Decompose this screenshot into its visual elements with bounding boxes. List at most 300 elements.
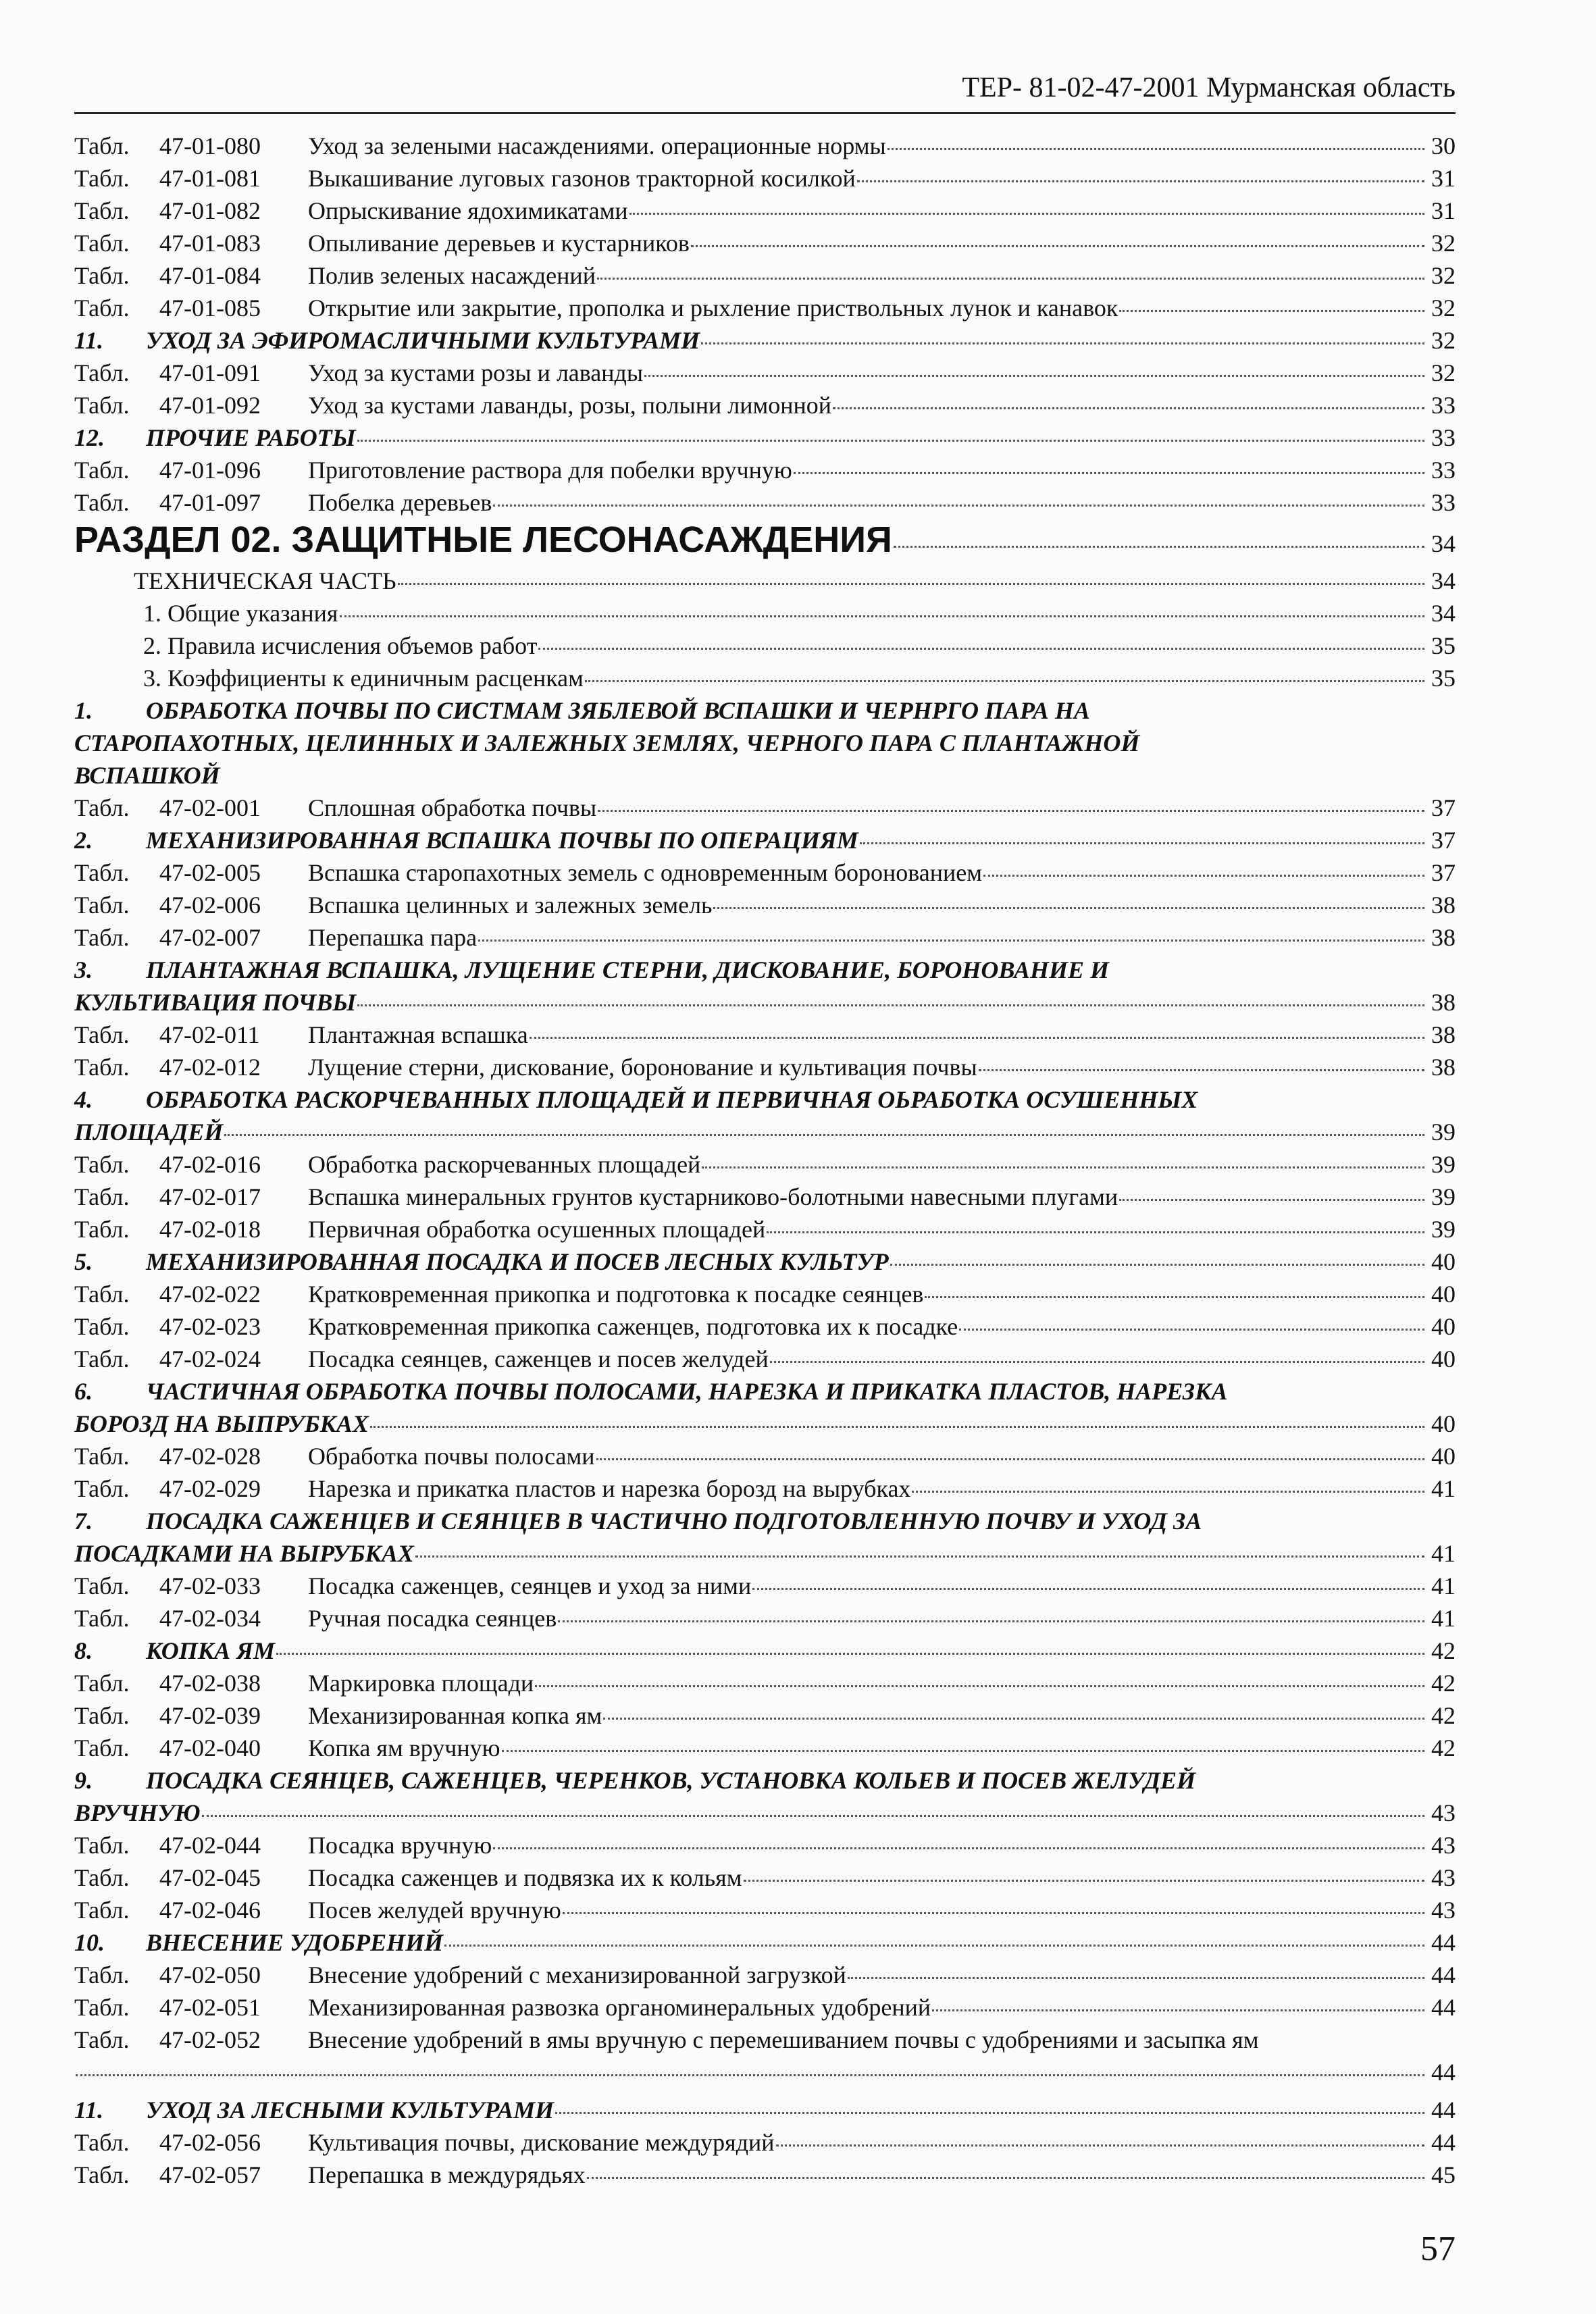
toc-section-heading[interactable] bbox=[74, 1926, 1456, 1959]
toc-entry-title: Сплошная обработка почвы bbox=[308, 794, 597, 821]
toc-section-heading[interactable] bbox=[74, 324, 1456, 357]
section-title: УХОД ЗА ЛЕСНЫМИ КУЛЬТУРАМИ bbox=[146, 2097, 555, 2124]
toc-entry-table[interactable] bbox=[74, 2159, 1456, 2191]
toc-entry-title: Первичная обработка осушенных площадей bbox=[308, 1216, 766, 1243]
table-code: 47-01-096 bbox=[159, 457, 261, 484]
table-code: 47-02-051 bbox=[159, 1994, 261, 2021]
toc-entry-title: Уход за кустами лаванды, розы, полыни лимонной bbox=[308, 392, 832, 419]
toc-entry-prefix bbox=[74, 2159, 308, 2191]
table-code: 47-02-050 bbox=[159, 1961, 261, 1988]
toc-entry-prefix bbox=[74, 1959, 308, 1991]
dot-leader bbox=[894, 546, 1424, 548]
toc-page-number: 32 bbox=[1431, 230, 1456, 257]
toc-page-number: 37 bbox=[1431, 794, 1456, 821]
toc-entry-table[interactable] bbox=[74, 292, 1456, 324]
section-number: 9. bbox=[74, 1767, 93, 1794]
dot-leader bbox=[644, 375, 1424, 377]
table-code: 47-01-084 bbox=[159, 262, 261, 289]
toc-entry-table[interactable] bbox=[74, 1051, 1456, 1083]
toc-page-number: 34 bbox=[1431, 530, 1456, 557]
table-prefix: Табл. bbox=[74, 794, 130, 821]
table-prefix: Табл. bbox=[74, 1605, 130, 1632]
spacer bbox=[74, 2088, 1456, 2094]
section-title: МЕХАНИЗИРОВАННАЯ ПОСАДКА И ПОСЕВ ЛЕСНЫХ КУЛЬТУР bbox=[146, 1248, 889, 1275]
toc-page-number: 39 bbox=[1431, 1216, 1456, 1243]
table-code: 47-01-082 bbox=[159, 197, 261, 224]
toc-entry-title: Посадка саженцев, сеянцев и уход за ними bbox=[308, 1572, 752, 1599]
dot-leader bbox=[702, 1166, 1424, 1168]
toc-entry-title: Плантажная вспашка bbox=[308, 1021, 528, 1048]
toc-entry-prefix bbox=[74, 1829, 308, 1861]
table-prefix: Табл. bbox=[74, 1864, 130, 1891]
dot-leader bbox=[770, 1361, 1424, 1363]
table-code: 47-01-080 bbox=[159, 132, 261, 159]
section-number: 5. bbox=[74, 1248, 93, 1275]
toc-entry-prefix bbox=[74, 486, 308, 519]
table-code: 47-02-033 bbox=[159, 1572, 261, 1599]
table-code: 47-02-034 bbox=[159, 1605, 261, 1632]
toc-entry-table[interactable] bbox=[74, 486, 1456, 519]
table-prefix: Табл. bbox=[74, 1345, 130, 1372]
toc-page-number: 40 bbox=[1431, 1443, 1456, 1470]
toc-page-number: 32 bbox=[1431, 359, 1456, 386]
toc-entry-table[interactable] bbox=[74, 454, 1456, 486]
table-code: 47-02-057 bbox=[159, 2161, 261, 2188]
toc-entry-prefix bbox=[74, 1699, 308, 1732]
dot-leader bbox=[713, 907, 1424, 909]
dot-leader bbox=[701, 342, 1424, 344]
table-prefix: Табл. bbox=[74, 2161, 130, 2188]
toc-entry-table[interactable] bbox=[74, 792, 1456, 824]
section-title-line: ВСПАШКОЙ bbox=[74, 762, 220, 789]
toc-technical-part[interactable] bbox=[74, 565, 1456, 597]
toc-entry-title: Побелка деревьев bbox=[308, 489, 492, 516]
dot-leader bbox=[370, 1426, 1424, 1428]
section-title-line: СТАРОПАХОТНЫХ, ЦЕЛИННЫХ И ЗАЛЕЖНЫХ ЗЕМЛЯХ, ЧЕРНОГО ПАРА С ПЛАНТАЖНОЙ bbox=[74, 729, 1140, 756]
table-code: 47-01-081 bbox=[159, 165, 261, 192]
toc-page-number: 42 bbox=[1431, 1734, 1456, 1762]
dot-leader bbox=[398, 583, 1424, 585]
toc-entry-prefix bbox=[74, 792, 308, 824]
dot-leader bbox=[925, 1296, 1424, 1298]
dot-leader bbox=[493, 1847, 1424, 1849]
toc-entry-table[interactable] bbox=[74, 1181, 1456, 1213]
table-prefix: Табл. bbox=[74, 1313, 130, 1340]
section-title: КОПКА ЯМ bbox=[146, 1637, 275, 1664]
table-code: 47-02-005 bbox=[159, 859, 261, 886]
toc-entry-prefix bbox=[74, 1148, 308, 1181]
dot-leader bbox=[585, 680, 1424, 682]
toc-section-heading[interactable] bbox=[74, 1635, 1456, 1667]
toc-entry-prefix bbox=[74, 1667, 308, 1699]
toc-entry-title: Обработка раскорчеванных площадей bbox=[308, 1151, 701, 1178]
toc-entry-title: Полив зеленых насаждений bbox=[308, 262, 596, 289]
dot-leader bbox=[493, 505, 1424, 507]
toc-entry-prefix bbox=[74, 1310, 308, 1343]
toc-entry-prefix bbox=[74, 130, 308, 162]
table-prefix: Табл. bbox=[74, 1216, 130, 1243]
table-prefix: Табл. bbox=[74, 1443, 130, 1470]
table-code: 47-02-001 bbox=[159, 794, 261, 821]
toc-page-number: 41 bbox=[1431, 1605, 1456, 1632]
toc-entry-prefix bbox=[74, 1343, 308, 1375]
table-code: 47-02-011 bbox=[159, 1021, 260, 1048]
toc-entry-table[interactable] bbox=[74, 162, 1456, 195]
toc-entry-title: Внесение удобрений в ямы вручную с перемешиванием почвы с удобрениями и засыпка ям bbox=[308, 2026, 1259, 2053]
toc-entry-table[interactable] bbox=[74, 130, 1456, 162]
section-number: 1. bbox=[74, 697, 93, 724]
dot-leader bbox=[776, 2144, 1424, 2146]
dot-leader bbox=[959, 1329, 1424, 1331]
toc-entry-table[interactable] bbox=[74, 2024, 1456, 2056]
toc-page-number: 38 bbox=[1431, 924, 1456, 951]
dot-leader bbox=[538, 648, 1424, 650]
toc-entry-prefix bbox=[74, 1213, 308, 1245]
toc-entry-table[interactable] bbox=[74, 357, 1456, 389]
dot-leader bbox=[767, 1231, 1424, 1233]
toc-page-number: 32 bbox=[1431, 327, 1456, 354]
toc-page-number: 40 bbox=[1431, 1410, 1456, 1437]
table-prefix: Табл. bbox=[74, 1281, 130, 1308]
toc-page-number: 38 bbox=[1431, 989, 1456, 1016]
toc-page-number: 44 bbox=[1431, 1994, 1456, 2021]
toc-page-number: 32 bbox=[1431, 294, 1456, 322]
section-title-line1: ПОСАДКА СЕЯНЦЕВ, САЖЕНЦЕВ, ЧЕРЕНКОВ, УСТАНОВКА КОЛЬЕВ И ПОСЕВ ЖЕЛУДЕЙ bbox=[146, 1767, 1196, 1794]
toc-entry-title: 1. Общие указания bbox=[143, 600, 338, 627]
toc-entry-table[interactable] bbox=[74, 1440, 1456, 1472]
dot-leader bbox=[932, 2009, 1424, 2011]
dot-leader bbox=[912, 1491, 1424, 1493]
toc-entry-table[interactable] bbox=[74, 921, 1456, 954]
toc-entry-title: Копка ям вручную bbox=[308, 1734, 500, 1762]
table-code: 47-02-046 bbox=[159, 1897, 261, 1924]
toc-entry-title: Обработка почвы полосами bbox=[308, 1443, 595, 1470]
table-code: 47-02-029 bbox=[159, 1475, 261, 1502]
toc-entry-table[interactable] bbox=[74, 227, 1456, 259]
toc-section-heading[interactable] bbox=[74, 421, 1456, 454]
toc-entry-table[interactable] bbox=[74, 1667, 1456, 1699]
toc-section-heading-cont[interactable] bbox=[74, 986, 1456, 1019]
toc-page-number: 43 bbox=[1431, 1897, 1456, 1924]
section-title-line2: ПЛОЩАДЕЙ bbox=[74, 1119, 224, 1146]
toc-page-number: 44 bbox=[1431, 2129, 1456, 2156]
table-code: 47-01-085 bbox=[159, 294, 261, 322]
toc-page-number: 35 bbox=[1431, 632, 1456, 659]
toc-page-number: 42 bbox=[1431, 1670, 1456, 1697]
toc-entry-table[interactable] bbox=[74, 1213, 1456, 1245]
toc-entry-title: 3. Коэффициенты к единичным расценкам bbox=[143, 665, 584, 692]
toc-entry-title: Уход за зелеными насаждениями. операционные нормы bbox=[308, 132, 886, 159]
toc-entry-prefix bbox=[74, 1019, 308, 1051]
dot-leader bbox=[979, 1069, 1424, 1071]
toc-entry-table[interactable] bbox=[74, 856, 1456, 889]
table-prefix: Табл. bbox=[74, 892, 130, 919]
toc-entry-prefix bbox=[74, 259, 308, 292]
toc-entry-prefix bbox=[74, 2126, 308, 2159]
dot-leader bbox=[598, 810, 1424, 812]
toc-page-number: 42 bbox=[1431, 1702, 1456, 1729]
toc-entry-title: Вспашка минеральных грунтов кустарниково-болотными навесными плугами bbox=[308, 1183, 1118, 1210]
toc-entry-title: Выкашивание луговых газонов тракторной косилкой bbox=[308, 165, 856, 192]
toc-page-number: 34 bbox=[1431, 600, 1456, 627]
toc-section-heading-cont[interactable] bbox=[74, 1116, 1456, 1148]
table-code: 47-02-016 bbox=[159, 1151, 261, 1178]
table-code: 47-02-039 bbox=[159, 1702, 261, 1729]
toc-page-number: 45 bbox=[1431, 2161, 1456, 2188]
toc-page-number: 37 bbox=[1431, 827, 1456, 854]
toc-page-number: 43 bbox=[1431, 1864, 1456, 1891]
dot-leader bbox=[857, 180, 1424, 182]
toc-entry-table[interactable] bbox=[74, 195, 1456, 227]
toc-entry-prefix bbox=[74, 454, 308, 486]
toc-entry-table[interactable] bbox=[74, 389, 1456, 421]
table-code: 47-02-038 bbox=[159, 1670, 261, 1697]
toc-page-number: 44 bbox=[1431, 2097, 1456, 2124]
section-title: УХОД ЗА ЭФИРОМАСЛИЧНЫМИ КУЛЬТУРАМИ bbox=[146, 327, 700, 354]
dot-leader bbox=[833, 407, 1424, 409]
dot-leader bbox=[597, 278, 1424, 280]
table-prefix: Табл. bbox=[74, 197, 130, 224]
toc-entry-title: Посадка саженцев и подвязка их к кольям bbox=[308, 1864, 742, 1891]
toc-subitem[interactable] bbox=[74, 629, 1456, 662]
table-prefix: Табл. bbox=[74, 359, 130, 386]
table-code: 47-02-056 bbox=[159, 2129, 261, 2156]
dot-leader bbox=[629, 213, 1424, 215]
toc-entry-prefix bbox=[74, 1602, 308, 1635]
section-number: 8. bbox=[74, 1637, 93, 1664]
toc-entry-title: Механизированная копка ям bbox=[308, 1702, 602, 1729]
dot-leader bbox=[887, 148, 1424, 150]
toc-section-heading[interactable] bbox=[74, 1505, 1456, 1537]
table-code: 47-02-007 bbox=[159, 924, 261, 951]
dot-leader bbox=[357, 1004, 1424, 1006]
dot-leader bbox=[983, 875, 1424, 877]
table-prefix: Табл. bbox=[74, 294, 130, 322]
toc-section-heading[interactable] bbox=[74, 1764, 1456, 1797]
toc-section-heading[interactable] bbox=[74, 1375, 1456, 1408]
toc-entry-prefix bbox=[74, 1991, 308, 2024]
toc-section-heading[interactable] bbox=[74, 954, 1456, 986]
toc-section-heading[interactable] bbox=[74, 824, 1456, 856]
toc-entry-table[interactable] bbox=[74, 1019, 1456, 1051]
dot-leader bbox=[1119, 310, 1424, 312]
table-code: 47-02-012 bbox=[159, 1054, 261, 1081]
table-prefix: Табл. bbox=[74, 1151, 130, 1178]
section-title: МЕХАНИЗИРОВАННАЯ ВСПАШКА ПОЧВЫ ПО ОПЕРАЦИЯМ bbox=[146, 827, 858, 854]
table-code: 47-02-040 bbox=[159, 1734, 261, 1762]
section-title-line1: ПЛАНТАЖНАЯ ВСПАШКА, ЛУЩЕНИЕ СТЕРНИ, ДИСКОВАНИЕ, БОРОНОВАНИЕ И bbox=[146, 956, 1109, 983]
toc-page-number: 40 bbox=[1431, 1281, 1456, 1308]
toc-section-heading-cont[interactable] bbox=[74, 1537, 1456, 1570]
toc-entry-prefix bbox=[74, 1472, 308, 1505]
toc-entry-table[interactable] bbox=[74, 1148, 1456, 1181]
toc-entry-title: 2. Правила исчисления объемов работ bbox=[143, 632, 538, 659]
toc-page-number: 33 bbox=[1431, 424, 1456, 451]
toc-section-heading-line bbox=[74, 727, 1456, 759]
toc-entry-table[interactable] bbox=[74, 1602, 1456, 1635]
table-prefix: Табл. bbox=[74, 165, 130, 192]
toc-page-number: 32 bbox=[1431, 262, 1456, 289]
dot-leader bbox=[603, 1718, 1424, 1720]
toc-subitem[interactable] bbox=[74, 597, 1456, 629]
toc-page-number: 40 bbox=[1431, 1313, 1456, 1340]
toc-page-number: 37 bbox=[1431, 859, 1456, 886]
dot-leader bbox=[587, 2177, 1424, 2179]
toc-entry-title: Перепашка в междурядьях bbox=[308, 2161, 586, 2188]
toc-entry-table[interactable] bbox=[74, 1894, 1456, 1926]
toc-entry-table[interactable] bbox=[74, 1343, 1456, 1375]
table-code: 47-02-022 bbox=[159, 1281, 261, 1308]
toc-entry-table[interactable] bbox=[74, 259, 1456, 292]
table-prefix: Табл. bbox=[74, 1961, 130, 1988]
dot-leader bbox=[860, 842, 1424, 844]
table-prefix: Табл. bbox=[74, 859, 130, 886]
section-number: 11. bbox=[74, 2097, 104, 2124]
toc-entry-table[interactable] bbox=[74, 1699, 1456, 1732]
dot-leader bbox=[558, 1620, 1424, 1622]
toc-entry-prefix bbox=[74, 1894, 308, 1926]
toc-entry-table[interactable] bbox=[74, 1861, 1456, 1894]
section-title: ПРОЧИЕ РАБОТЫ bbox=[146, 424, 356, 451]
table-prefix: Табл. bbox=[74, 132, 130, 159]
toc-entry-prefix bbox=[74, 1861, 308, 1894]
section-title-line1: ОБРАБОТКА РАСКОРЧЕВАННЫХ ПЛОЩАДЕЙ И ПЕРВИЧНАЯ ОЬРАБОТКА ОСУШЕННЫХ bbox=[146, 1086, 1198, 1113]
toc-entry-prefix bbox=[74, 1051, 308, 1083]
dot-leader bbox=[848, 1977, 1424, 1979]
toc-entry-title: Перепашка пара bbox=[308, 924, 478, 951]
table-code: 47-02-006 bbox=[159, 892, 261, 919]
toc-section-heading[interactable] bbox=[74, 1083, 1456, 1116]
table-prefix: Табл. bbox=[74, 2026, 130, 2053]
toc-entry-title: Лущение стерни, дискование, боронование и культивация почвы bbox=[308, 1054, 977, 1081]
table-of-contents bbox=[74, 130, 1456, 2191]
table-prefix: Табл. bbox=[74, 1994, 130, 2021]
table-prefix: Табл. bbox=[74, 262, 130, 289]
toc-entry-prefix bbox=[74, 921, 308, 954]
toc-entry-table[interactable] bbox=[74, 1310, 1456, 1343]
section-title-line2: КУЛЬТИВАЦИЯ ПОЧВЫ bbox=[74, 989, 357, 1016]
table-prefix: Табл. bbox=[74, 230, 130, 257]
toc-entry-prefix bbox=[74, 357, 308, 389]
table-code: 47-01-092 bbox=[159, 392, 261, 419]
dot-leader bbox=[415, 1555, 1424, 1558]
toc-page-number: 40 bbox=[1431, 1345, 1456, 1372]
toc-page-number: 33 bbox=[1431, 489, 1456, 516]
table-prefix: Табл. bbox=[74, 1897, 130, 1924]
dot-leader bbox=[1119, 1199, 1424, 1201]
section-title-line1: ЧАСТИЧНАЯ ОБРАБОТКА ПОЧВЫ ПОЛОСАМИ, НАРЕЗКА И ПРИКАТКА ПЛАСТОВ, НАРЕЗКА bbox=[146, 1378, 1228, 1405]
table-code: 47-02-052 bbox=[159, 2026, 261, 2053]
dot-leader bbox=[555, 2112, 1424, 2114]
page-number: 57 bbox=[1420, 2230, 1456, 2268]
toc-section-heading[interactable] bbox=[74, 2094, 1456, 2126]
table-code: 47-02-044 bbox=[159, 1832, 261, 1859]
toc-entry-title: Посадка вручную bbox=[308, 1832, 492, 1859]
toc-part-heading[interactable] bbox=[74, 519, 1456, 565]
toc-page-number: 39 bbox=[1431, 1119, 1456, 1146]
dot-leader bbox=[202, 1815, 1424, 1817]
toc-entry-title: Ручная посадка сеянцев bbox=[308, 1605, 557, 1632]
table-prefix: Табл. bbox=[74, 1832, 130, 1859]
section-number: 3. bbox=[74, 956, 93, 983]
toc-entry-title: Вспашка старопахотных земель с одновременным боронованием bbox=[308, 859, 983, 886]
toc-entry-table[interactable] bbox=[74, 2126, 1456, 2159]
dot-leader bbox=[340, 615, 1425, 617]
toc-page-number: 34 bbox=[1431, 567, 1456, 594]
toc-entry-table[interactable] bbox=[74, 1991, 1456, 2024]
toc-section-heading-cont[interactable] bbox=[74, 1797, 1456, 1829]
table-prefix: Табл. bbox=[74, 1572, 130, 1599]
toc-entry-prefix bbox=[74, 1181, 308, 1213]
section-title-line1: ПОСАДКА САЖЕНЦЕВ И СЕЯНЦЕВ В ЧАСТИЧНО ПОДГОТОВЛЕННУЮ ПОЧВУ И УХОД ЗА bbox=[146, 1508, 1202, 1535]
toc-page-number: 42 bbox=[1431, 1637, 1456, 1664]
table-prefix: Табл. bbox=[74, 1054, 130, 1081]
table-code: 47-01-091 bbox=[159, 359, 261, 386]
toc-section-heading-line[interactable] bbox=[74, 694, 1456, 727]
toc-entry-table[interactable] bbox=[74, 1959, 1456, 1991]
toc-section-heading-line bbox=[74, 759, 1456, 792]
dot-leader bbox=[744, 1880, 1424, 1882]
toc-entry-table[interactable] bbox=[74, 1472, 1456, 1505]
toc-entry-title: Опрыскивание ядохимикатами bbox=[308, 197, 628, 224]
dot-leader bbox=[530, 1037, 1424, 1039]
toc-entry-table[interactable] bbox=[74, 889, 1456, 921]
toc-page-number: 39 bbox=[1431, 1151, 1456, 1178]
toc-subitem[interactable] bbox=[74, 662, 1456, 694]
toc-entry-table[interactable] bbox=[74, 1829, 1456, 1861]
toc-entry-prefix bbox=[74, 195, 308, 227]
toc-page-number: 38 bbox=[1431, 1021, 1456, 1048]
toc-entry-prefix bbox=[74, 162, 308, 195]
section-title-line: ОБРАБОТКА ПОЧВЫ ПО СИСТМАМ ЗЯБЛЕВОЙ ВСПАШКИ И ЧЕРНРГО ПАРА НА bbox=[146, 697, 1090, 724]
section-number: 6. bbox=[74, 1378, 93, 1405]
toc-page-number: 40 bbox=[1431, 1248, 1456, 1275]
table-code: 47-01-097 bbox=[159, 489, 261, 516]
toc-page-number: 38 bbox=[1431, 1054, 1456, 1081]
toc-entry-title: Посадка сеянцев, саженцев и посев желудей bbox=[308, 1345, 769, 1372]
toc-page-number: 44 bbox=[1431, 1929, 1456, 1956]
dot-leader bbox=[535, 1685, 1424, 1687]
table-code: 47-02-028 bbox=[159, 1443, 261, 1470]
dot-leader bbox=[478, 940, 1424, 942]
dot-leader bbox=[752, 1588, 1424, 1590]
toc-entry-prefix bbox=[74, 227, 308, 259]
toc-entry-title: Вспашка целинных и залежных земель bbox=[308, 892, 713, 919]
toc-section-heading[interactable] bbox=[74, 1245, 1456, 1278]
toc-entry-prefix bbox=[74, 1440, 308, 1472]
toc-section-heading-cont[interactable] bbox=[74, 1408, 1456, 1440]
section-number: 11. bbox=[74, 327, 104, 354]
toc-entry-table[interactable] bbox=[74, 1278, 1456, 1310]
table-prefix: Табл. bbox=[74, 1021, 130, 1048]
table-prefix: Табл. bbox=[74, 2129, 130, 2156]
toc-entry-table[interactable] bbox=[74, 1570, 1456, 1602]
section-number: 4. bbox=[74, 1086, 93, 1113]
table-code: 47-01-083 bbox=[159, 230, 261, 257]
table-prefix: Табл. bbox=[74, 1670, 130, 1697]
dot-leader bbox=[596, 1458, 1424, 1460]
dot-leader bbox=[502, 1750, 1424, 1752]
toc-page-number: 31 bbox=[1431, 165, 1456, 192]
toc-entry-table[interactable] bbox=[74, 1732, 1456, 1764]
dot-leader bbox=[357, 440, 1424, 442]
section-title-line2: ВРУЧНУЮ bbox=[74, 1799, 201, 1826]
toc-entry-continuation bbox=[74, 2056, 1456, 2088]
toc-entry-title: Механизированная развозка органоминеральных удобрений bbox=[308, 1994, 931, 2021]
table-prefix: Табл. bbox=[74, 457, 130, 484]
toc-page-number: 43 bbox=[1431, 1832, 1456, 1859]
toc-entry-title: Маркировка площади bbox=[308, 1670, 534, 1697]
